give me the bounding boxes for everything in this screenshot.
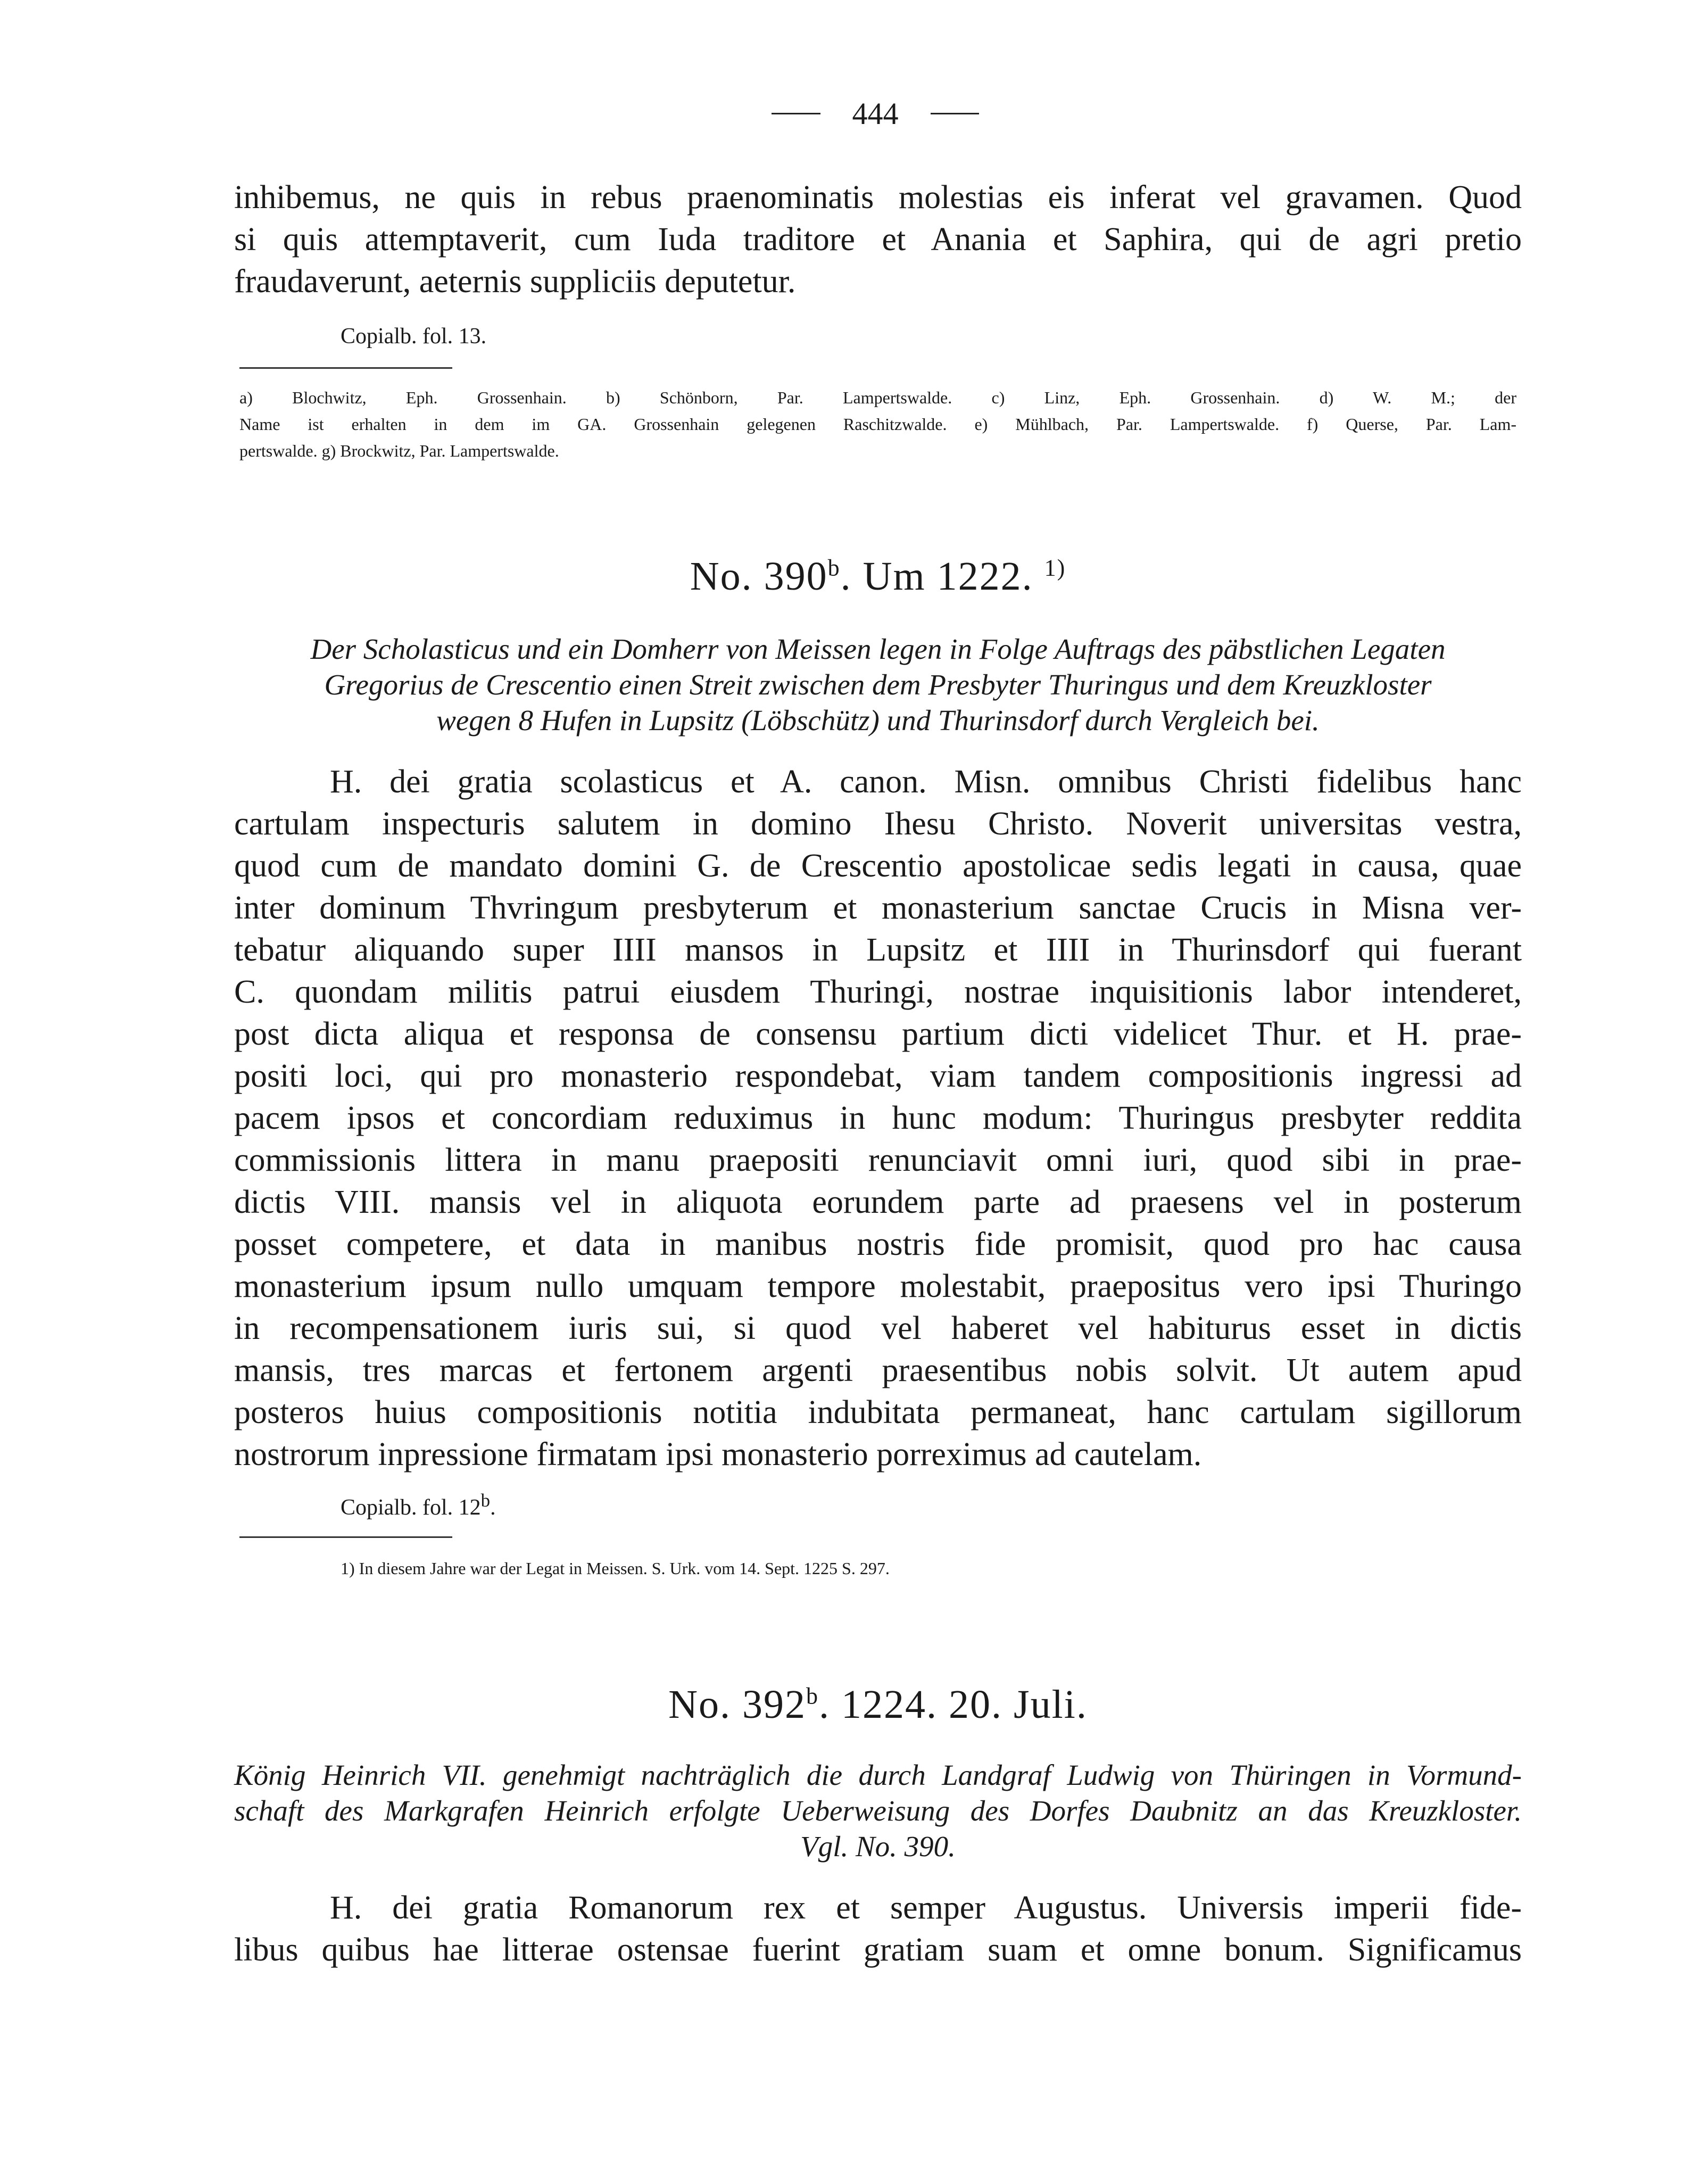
footnote-rule: [239, 1536, 452, 1538]
text-line: H. dei gratia Romanorum rex et semper Augustus. Universis imperii fide-: [330, 1890, 1522, 1926]
text-line: inhibemus, ne quis in rebus praenominatis molestias eis inferat vel gravamen. Quod: [234, 179, 1522, 216]
text-line: H. dei gratia scolasticus et A. canon. Misn. omnibus Christi fidelibus hanc: [330, 764, 1522, 800]
previous-document-text: [234, 177, 1522, 303]
source-reference: Copialb. fol. 13.: [341, 324, 487, 349]
text-line: si quis attemptaverit, cum Iuda traditore et Anania et Saphira, qui de agri pretio: [234, 221, 1522, 258]
summary-line: wegen 8 Hufen in Lupsitz (Löbschütz) und Thurinsdorf durch Vergleich bei.: [436, 704, 1320, 737]
page-number-rule-right: [931, 113, 980, 114]
text-line: quod cum de mandato domini G. de Crescentio apostolicae sedis legati in causa, quae: [234, 848, 1522, 884]
summary-line: König Heinrich VII. genehmigt nachträglich die durch Landgraf Ludwig von Thüringen in Vormund-: [234, 1759, 1522, 1791]
text-line: inter dominum Thvringum presbyterum et monasterium sanctae Crucis in Misna ver-: [234, 890, 1522, 926]
text-line: posset competere, et data in manibus nostris fide promisit, quod pro hac causa: [234, 1226, 1522, 1262]
source-superscript: b: [480, 1490, 491, 1511]
text-line: dictis VIII. mansis vel in aliquota eorundem parte ad praesens vel in posterum: [234, 1184, 1522, 1220]
page-number: [740, 96, 1011, 131]
text-line: cartulam inspecturis salutem in domino Ihesu Christo. Noverit universitas vestra,: [234, 806, 1522, 842]
text-line: mansis, tres marcas et fertonem argenti praesentibus nobis solvit. Ut autem apud: [234, 1352, 1522, 1388]
heading-number: No. 390: [690, 554, 828, 599]
text-line: positi loci, qui pro monasterio respondebat, viam tandem compositionis ingressi ad: [234, 1058, 1522, 1094]
document-body-392b: [234, 1887, 1522, 1971]
document-summary-390b: [234, 631, 1522, 738]
footnotes-previous: [239, 384, 1516, 464]
footnote-390b: 1) In diesem Jahre war der Legat in Meissen. S. Urk. vom 14. Sept. 1225 S. 297.: [341, 1559, 890, 1578]
text-line: monasterium ipsum nullo umquam tempore molestabit, praepositus vero ipsi Thuringo: [234, 1268, 1522, 1304]
page-number-rule-left: [772, 113, 820, 114]
document-heading-392b: [234, 1682, 1522, 1728]
text-line: tebatur aliquando super IIII mansos in Lupsitz et IIII in Thurinsdorf qui fuerant: [234, 932, 1522, 968]
document-body-390b: [234, 761, 1522, 1476]
footnote-line: pertswalde. g) Brockwitz, Par. Lampertswalde.: [239, 441, 559, 460]
summary-line: schaft des Markgrafen Heinrich erfolgte Ueberweisung des Dorfes Daubnitz an das Kreuzkloster.: [234, 1794, 1522, 1827]
heading-superscript: b: [806, 1683, 819, 1709]
text-line: posteros huius compositionis notitia indubitata permaneat, hanc cartulam sigillorum: [234, 1394, 1522, 1430]
heading-superscript: b: [827, 555, 841, 581]
text-line: C. quondam militis patrui eiusdem Thuringi, nostrae inquisitionis labor intenderet,: [234, 974, 1522, 1010]
footnote-line: a) Blochwitz, Eph. Grossenhain. b) Schönborn, Par. Lampertswalde. c) Linz, Eph. Grossenhain. d) W. M.; der: [239, 388, 1516, 407]
source-end: .: [490, 1495, 496, 1520]
summary-line: Gregorius de Crescentio einen Streit zwischen dem Presbyter Thuringus und dem Kreuzkloster: [324, 668, 1432, 701]
text-line: fraudaverunt, aeternis suppliciis deputetur.: [234, 263, 796, 300]
text-line: nostrorum inpressione firmatam ipsi monasterio porreximus ad cautelam.: [234, 1436, 1202, 1472]
heading-number: No. 392: [668, 1682, 807, 1727]
text-line: commissionis littera in manu praepositi renunciavit omni iuri, quod sibi in prae-: [234, 1142, 1522, 1178]
document-heading-390b: [234, 553, 1522, 600]
footnote-line: Name ist erhalten in dem im GA. Grossenhain gelegenen Raschitzwalde. e) Mühlbach, Par. Lampertswalde. f) Querse, Par. Lam-: [239, 415, 1516, 434]
heading-footnote-ref: 1): [1044, 555, 1066, 581]
summary-line: Vgl. No. 390.: [800, 1830, 956, 1863]
heading-date: . Um 1222.: [840, 554, 1044, 599]
footnote-rule: [239, 367, 452, 369]
page-number-text: 444: [852, 96, 899, 131]
text-line: libus quibus hae litterae ostensae fuerint gratiam suam et omne bonum. Significamus: [234, 1932, 1522, 1968]
source-reference: [341, 1490, 496, 1520]
text-line: post dicta aliqua et responsa de consensu partium dicti videlicet Thur. et H. prae-: [234, 1016, 1522, 1052]
text-line: pacem ipsos et concordiam reduximus in hunc modum: Thuringus presbyter reddita: [234, 1100, 1522, 1136]
source-text: Copialb. fol. 12: [341, 1495, 481, 1520]
summary-line: Der Scholasticus und ein Domherr von Meissen legen in Folge Auftrags des päbstlichen Legaten: [310, 633, 1446, 665]
document-summary-392b: [234, 1757, 1522, 1864]
text-line: in recompensationem iuris sui, si quod vel haberet vel habiturus esset in dictis: [234, 1310, 1522, 1346]
heading-date: . 1224. 20. Juli.: [819, 1682, 1088, 1727]
